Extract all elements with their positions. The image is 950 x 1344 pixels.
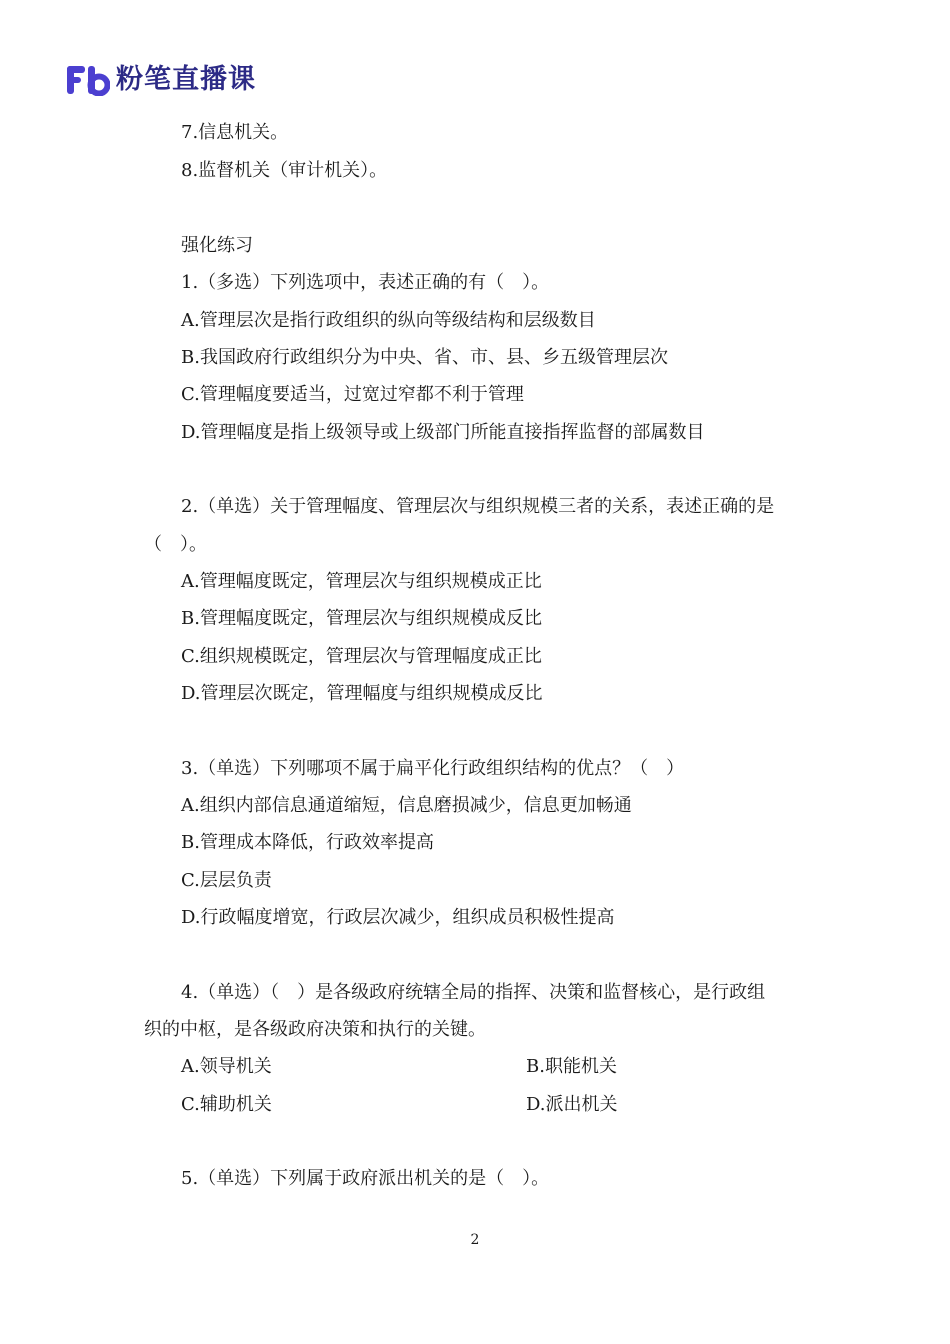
section-title: 强化练习 xyxy=(181,235,253,256)
question-stem: 3.（单选）下列哪项不属于扁平化行政组织结构的优点？（ ） xyxy=(181,758,685,779)
question-option: C.层层负责 xyxy=(181,870,272,891)
question-stem: 2.（单选）关于管理幅度、管理层次与组织规模三者的关系，表述正确的是 xyxy=(181,496,775,517)
question-stem: 4.（单选）（ ）是各级政府统辖全局的指挥、决策和监督核心，是行政组 xyxy=(181,982,766,1003)
question-option: D.管理幅度是指上级领导或上级部门所能直接指挥监督的部属数目 xyxy=(181,422,705,443)
question-option: D.行政幅度增宽，行政层次减少，组织成员积极性提高 xyxy=(181,907,615,928)
question-option: A.组织内部信息通道缩短，信息磨损减少，信息更加畅通 xyxy=(181,795,632,816)
question-option: C.辅助机关 xyxy=(181,1094,272,1115)
question-stem-continued: （ ）。 xyxy=(144,534,207,555)
question-option: A.管理层次是指行政组织的纵向等级结构和层级数目 xyxy=(181,310,596,331)
question-stem: 5.（单选）下列属于政府派出机关的是（ ）。 xyxy=(181,1168,550,1189)
brand-name: 粉笔直播课 xyxy=(116,64,256,95)
question-stem: 1.（多选）下列选项中，表述正确的有（ ）。 xyxy=(181,272,550,293)
question-option: D.派出机关 xyxy=(526,1094,618,1115)
page-number: 2 xyxy=(470,1232,480,1248)
question-option: D.管理层次既定，管理幅度与组织规模成反比 xyxy=(181,683,543,704)
question-option: C.组织规模既定，管理层次与管理幅度成正比 xyxy=(181,646,542,667)
question-option: B.职能机关 xyxy=(526,1056,617,1077)
brand-logo xyxy=(66,60,256,100)
intro-item: 7.信息机关。 xyxy=(181,122,289,143)
question-option: A.管理幅度既定，管理层次与组织规模成正比 xyxy=(181,571,542,592)
intro-item: 8.监督机关（审计机关）。 xyxy=(181,160,388,181)
fb-logo-icon xyxy=(66,64,110,96)
question-option: B.管理成本降低，行政效率提高 xyxy=(181,832,434,853)
question-option: B.管理幅度既定，管理层次与组织规模成反比 xyxy=(181,608,542,629)
question-option: A.领导机关 xyxy=(181,1056,272,1077)
question-option: B.我国政府行政组织分为中央、省、市、县、乡五级管理层次 xyxy=(181,347,668,368)
question-stem-continued: 织的中枢，是各级政府决策和执行的关键。 xyxy=(144,1019,486,1040)
question-option: C.管理幅度要适当，过宽过窄都不利于管理 xyxy=(181,384,524,405)
